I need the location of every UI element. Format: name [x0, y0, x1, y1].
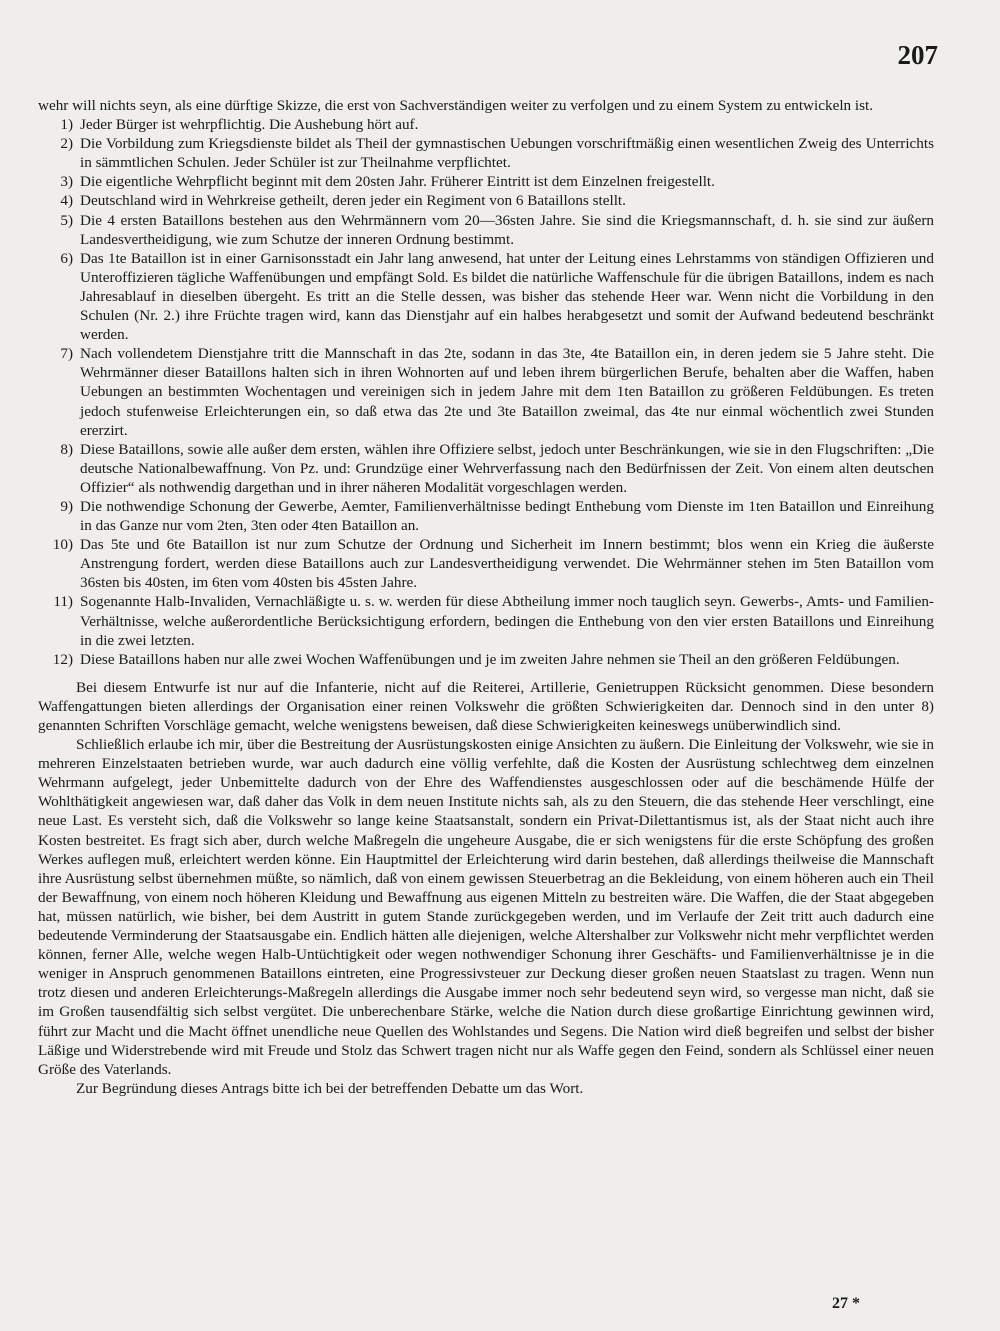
list-item [38, 440, 934, 497]
list-item [38, 592, 934, 649]
list-item [38, 344, 934, 439]
list-item [38, 497, 934, 535]
body-paragraph: Schließlich erlaube ich mir, über die Bestreitung der Ausrüstungskosten einige Ansichten zu äußern. Die Einleitung der Volkswehr, wie sie in mehreren Einzelstaaten betrieben wurde, war auch dadurch eine völlig verfehlte, daß die Kosten der Ausrüstung schlechtweg dem einzelnen Wehrmann aufgelegt, jeder Unbemittelte dadurch von der Ehre des Waffendienstes ausgeschlossen oder auf die beschämende Hülfe der Wohlthätigkeit angewiesen war, daß daher das Volk in dem neuen Institute nichts sah, als zu den Steuern, die das stehende Heer verschlingt, eine neue Last. Es versteht sich, daß die Volkswehr so lange keine Staatsanstalt, sondern ein Privat-Dilettantismus ist, als der Staat nicht auch ihre Kosten bestreitet. Es fragt sich aber, durch welche Maßregeln die ungeheure Ausgabe, die er sich wenigstens für die erste Schöpfung des großen Werkes auflegen muß, erleichtert werden könne. Ein Hauptmittel der Erleichterung wird darin bestehen, daß allerdings theilweise die Mannschaft ihre Ausrüstung selbst übernehmen müßte, so nämlich, daß von einem gewissen Steuerbetrag an die Bekleidung, von einem höheren auch ein Theil der Bewaffnung, von einem noch höheren Kleidung und Bewaffnung aus eigenen Mitteln zu bestreiten wäre. Die Waffen, die der Staat abgegeben hat, müssen natürlich, wie bisher, bei dem Austritt in gutem Stande zurückgegeben werden, und im Verlaufe der Zeit tritt auch dadurch eine bedeutende Verminderung der Staatsausgabe ein. Endlich hätten alle diejenigen, welche Altershalber zur Volkswehr nicht mehr verpflichtet werden können, ferner Alle, welche wegen Halb-Untüchtigkeit oder wegen nothwendiger Schonung ihrer Geschäfts- und Familienverhältnisse je in die weniger in Anspruch genommenen Bataillons eintreten, eine Progressivsteuer zur Deckung dieser großen neuen Staatslast zu tragen. Wenn nun trotz diesen und anderen Erleichterungs-Maßregeln allerdings die Ausgabe immer noch sehr bedeutend seyn wird, so vergesse man nicht, daß sie im Großen tausendfältig sich selbst vergütet. Die unberechenbare Stärke, welche die Nation durch diese großartige Einrichtung gewinnen wird, führt zur Macht und die Macht öffnet unendliche neue Quellen des Wohlstandes und Segens. Die Nation wird dieß begreifen und selbst der bisher Läßige und Widerstrebende wird mit Freude und Stolz das Schwert tragen nicht nur als Waffe gegen den Feind, sondern als Schlüssel einer neuen Größe des Vaterlands. [38, 736, 934, 1078]
list-item [38, 172, 934, 191]
list-item-number: 10) [52, 536, 73, 554]
list-item-number: 12) [52, 650, 73, 668]
list-item-text: Sogenannte Halb-Invaliden, Vernachläßigte u. s. w. werden für diese Abtheilung immer noch tauglich seyn. Gewerbs-, Amts- und Familien-Verhältnisse, welche außerordentliche Berücksichtigung erfordern, bedingen die Enthebung von den vier ersten Bataillons und Einreihung in die zwei letzten. [80, 593, 934, 649]
list-item-text: Deutschland wird in Wehrkreise getheilt, deren jeder ein Regiment von 6 Bataillons stellt. [80, 192, 626, 210]
signature-mark: 27 * [832, 1295, 860, 1312]
list-item-text: Das 5te und 6te Bataillon ist nur zum Schutze der Ordnung und Sicherheit im Innern bestimmt; blos wenn ein Krieg die äußerste Anstrengung fordert, werden diese Bataillons auch zur Landesvertheidigung verwendet. Die Wehrmänner stehen im 5ten Bataillon vom 36sten bis 40sten, im 6ten vom 40sten bis 45sten Jahre. [80, 536, 934, 592]
list-item-text: Die nothwendige Schonung der Gewerbe, Aemter, Familienverhältnisse bedingt Enthebung vom Dienste im 1ten Bataillon und Einreihung in das Ganze nur vom 2ten, 3ten oder 4ten Bataillon an. [80, 497, 934, 535]
list-item-text: Jeder Bürger ist wehrpflichtig. Die Aushebung hört auf. [80, 116, 419, 134]
list-item-text: Diese Bataillons, sowie alle außer dem ersten, wählen ihre Offiziere selbst, jedoch unter Beschränkungen, wie sie in den Flugschriften: „Die deutsche Nationalbewaffnung. Von Pz. und: Grundzüge einer Wehrverfassung nach den Bedürfnissen der Zeit. Von einem alten deutschen Offizier“ als nothwendig dargethan und in ihrer näheren Modalität vorgeschlagen werden. [80, 440, 934, 496]
numbered-list [38, 115, 934, 669]
list-item [38, 249, 934, 344]
list-item-text: Diese Bataillons haben nur alle zwei Wochen Waffenübungen und je im zweiten Jahre nehmen sie Theil an den größeren Feldübungen. [80, 650, 900, 668]
list-item-number: 4) [60, 192, 73, 210]
document-body [38, 96, 934, 1098]
list-item [38, 191, 934, 210]
list-item [38, 115, 934, 134]
list-item-number: 6) [60, 249, 73, 267]
list-item-number: 2) [60, 135, 73, 153]
list-item-text: Die Vorbildung zum Kriegsdienste bildet als Theil der gymnastischen Uebungen vorschriftmäßig einen wesentlichen Zweig des Unterrichts in sämmtlichen Schulen. Jeder Schüler ist zur Theilnahme verpflichtet. [80, 135, 934, 172]
list-item-text: Nach vollendetem Dienstjahre tritt die Mannschaft in das 2te, sodann in das 3te, 4te Bataillon ein, in deren jedem sie 5 Jahre steht. Die Wehrmänner dieser Bataillons halten sich in ihren Wohnorten auf und leben ihrem bürgerlichen Berufe, behalten aber die Waffen, haben Uebungen an bestimmten Wochentagen und vereinigen sich in jedem Jahre mit dem 1ten Bataillon zu größeren Feldübungen. Es treten jedoch stufenweise Erleichterungen ein, so daß etwa das 2te und 3te Bataillon zweimal, das 4te nur einmal wöchentlich zwei Stunden ererzirt. [80, 345, 934, 439]
list-item-number: 9) [60, 497, 73, 515]
list-item-number: 11) [53, 593, 73, 611]
list-item-number: 3) [60, 173, 73, 191]
intro-paragraph: wehr will nichts seyn, als eine dürftige Skizze, die erst von Sachverständigen weiter zu verfolgen und zu einem System zu entwickeln ist. [38, 97, 874, 114]
list-item [38, 535, 934, 592]
list-item-text: Die 4 ersten Bataillons bestehen aus den Wehrmännern vom 20—36sten Jahre. Sie sind die Kriegsmannschaft, d. h. sie sind zur äußern Landesvertheidigung, wie zum Schutze der inneren Ordnung bestimmt. [80, 211, 934, 248]
list-item [38, 650, 934, 669]
list-item-number: 5) [60, 211, 73, 229]
list-item-text: Die eigentliche Wehrpflicht beginnt mit dem 20sten Jahr. Früherer Eintritt ist dem Einzelnen freigestellt. [80, 173, 715, 191]
list-item-number: 8) [60, 440, 73, 458]
list-item-number: 7) [60, 345, 73, 363]
body-paragraph: Bei diesem Entwurfe ist nur auf die Infanterie, nicht auf die Reiterei, Artillerie, Genietruppen Rücksicht genommen. Diese besondern Waffengattungen bieten allerdings der Organisation einer reinen Volkswehr die größten Schwierigkeiten dar. Dennoch sind in den unter 8) genannten Schriften Vorschläge gemacht, welche wenigstens beweisen, daß diese Schwierigkeiten keineswegs unüberwindlich sind. [38, 678, 934, 734]
list-item-number: 1) [60, 116, 73, 134]
closing-paragraph: Zur Begründung dieses Antrags bitte ich bei der betreffenden Debatte um das Wort. [76, 1079, 584, 1097]
list-item-text: Das 1te Bataillon ist in einer Garnisonsstadt ein Jahr lang anwesend, hat unter der Leitung eines Lehrstamms von ständigen Offizieren und Unteroffizieren tägliche Waffenübungen und empfängt Sold. Es bildet die natürliche Waffenschule für die übrigen Bataillons, indem es nach Jahresablauf in dieselben übergeht. Es tritt an die Stelle dessen, was bisher das stehende Heer war. Wenn nicht die Vorbildung in den Schulen (Nr. 2.) ihre Früchte tragen wird, kann das Dienstjahr auf ein halbes herabgesetzt und somit der Aufwand bedeutend beschränkt werden. [80, 249, 934, 344]
list-item [38, 211, 934, 249]
list-item [38, 134, 934, 172]
page-number: 207 [897, 40, 938, 70]
